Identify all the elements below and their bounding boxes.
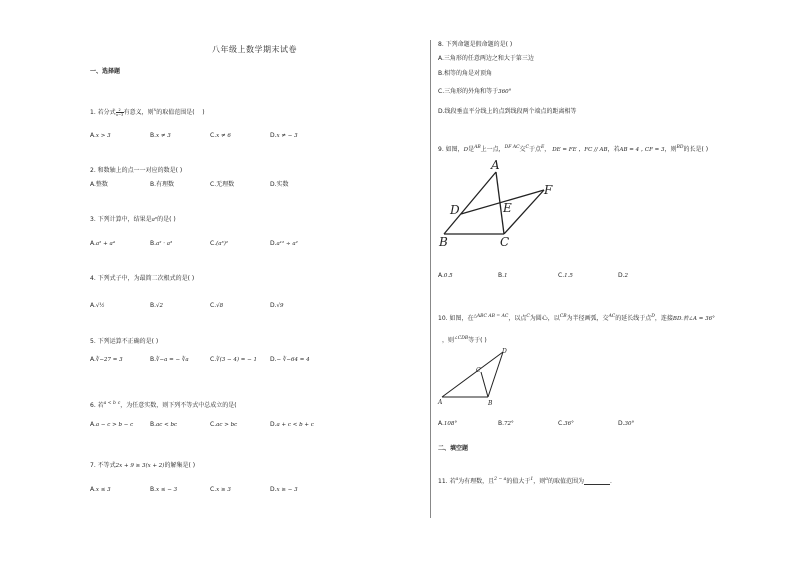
segment-bd	[488, 352, 503, 397]
label-e: E	[503, 201, 512, 215]
option-a: A.a² + a⁴	[90, 240, 115, 247]
option-a: A.整数	[90, 181, 108, 188]
label-f: F	[544, 183, 553, 197]
figure-q9	[436, 158, 560, 248]
option-b: B.∛−a = − ∛a	[150, 356, 189, 363]
question-7: 7. 不等式2x + 9 ≥ 3(x + 2)的解集是( )	[90, 462, 196, 469]
option-b: B.x ≠ 3	[150, 132, 171, 139]
option-c: C.三角形的外角和等于360°	[438, 88, 512, 95]
option-c: C.∛(3 − 4) = − 1	[210, 356, 257, 363]
fraction: $\frac{2}{x-3}$	[116, 108, 124, 117]
option-c: C.x ≠ 6	[210, 132, 231, 139]
question-10-line2: ，则$^{\angle CDB}$等于( )	[442, 336, 487, 344]
option-b: B.1	[498, 272, 508, 279]
label-b: B	[439, 235, 448, 248]
option-d: D.√9	[270, 302, 284, 309]
label-d: D	[450, 203, 460, 217]
option-d: D.a¹² ÷ a²	[270, 240, 298, 247]
option-a: A.x > 3	[90, 132, 111, 139]
option-b: B.有理数	[150, 181, 175, 188]
question-4: 4. 下列式子中，为最简二次根式的是( )	[90, 275, 195, 282]
option-a: A.108°	[438, 420, 458, 427]
question-9: 9. 如图，D是$^{AB}$上一点，$^{DF AC}$交$^C$于点$^E$， DE = FE , FC // AB，若AB = 4 , CF = 3，则$^{BD}$的长是( )	[438, 145, 709, 153]
option-c: C.无理数	[210, 181, 235, 188]
option-b: B.x ≤ − 3	[150, 486, 178, 493]
label-a: A	[491, 158, 500, 172]
option-d: D.x ≥ − 3	[270, 486, 298, 493]
option-a: A.∛−27 = 3	[90, 356, 123, 363]
section-heading-fill: 二、填空题	[438, 445, 469, 452]
question-2: 2. 和数轴上的点一一对应的数是( )	[90, 167, 183, 174]
label-c: C	[476, 367, 481, 374]
segment-bc	[481, 372, 488, 397]
question-5: 5. 下列运算不正确的是( )	[90, 338, 159, 345]
label-d: D	[502, 348, 507, 355]
option-a: A.√½	[90, 302, 105, 309]
label-a: A	[438, 399, 443, 406]
option-d: D.30°	[618, 420, 635, 427]
option-c: C.√8	[210, 302, 224, 309]
option-d: D.x ≠ − 3	[270, 132, 298, 139]
section-heading-choice: 一、选择题	[90, 68, 121, 75]
option-b: B.72°	[498, 420, 514, 427]
option-d: D.实数	[270, 181, 289, 188]
option-b: B.相等的角是对顶角	[438, 70, 493, 77]
question-11: 11. 若$^a$为有理数，且$^{2 - a}$的值大于$^1$，则$^a$的取值范围为 .	[438, 477, 612, 485]
option-d: D.− ∛−64 = 4	[270, 356, 310, 363]
question-6: 6. 若$^{a < b}$ $^c$，为任意实数，则下列不等式中总成立的是(	[90, 401, 237, 409]
answer-blank[interactable]	[584, 478, 610, 485]
option-b: B.ac < bc	[150, 421, 178, 428]
question-10: 10. 如图，在$^{\triangle ABC AB = AC}$，以点$^C$为圆心，以$^{CB}$为半径画弧，交$^{AC}$的延长线于点$^D$，连接BD.若∠A = 36°	[438, 314, 715, 322]
question-8: 8. 下列命题是假命题的是( )	[438, 41, 513, 48]
option-c: C.ac > bc	[210, 421, 238, 428]
option-a: A.三角形的任意两边之和大于第三边	[438, 55, 534, 62]
segment-ad	[442, 352, 503, 397]
option-d: D.线段垂直平分线上的点到线段两个端点的距离相等	[438, 108, 577, 115]
option-b: B.√2	[150, 302, 164, 309]
label-c: C	[500, 235, 510, 248]
column-divider	[430, 40, 431, 518]
question-3: 3. 下列计算中，结果是a⁶的是( )	[90, 216, 176, 223]
option-d: D.2	[618, 272, 629, 279]
option-c: C.x ≥ 3	[210, 486, 231, 493]
page-title: 八年级上数学期末试卷	[212, 45, 297, 54]
option-a: A.0.5	[438, 272, 453, 279]
option-c: C.36°	[558, 420, 574, 427]
option-a: A.x ≤ 3	[90, 486, 111, 493]
option-a: A.a − c > b − c	[90, 421, 134, 428]
option-c: C.1.5	[558, 272, 573, 279]
question-1: 1. 若分式 $\frac{2}{x-3}$ 有意义，则$^x$的取值范围是( )	[90, 108, 205, 117]
label-b: B	[488, 400, 493, 407]
figure-q10	[436, 345, 520, 407]
option-d: D.a + c < b + c	[270, 421, 314, 428]
option-c: C.(a³)²	[210, 240, 229, 247]
option-b: B.a² · a³	[150, 240, 173, 247]
